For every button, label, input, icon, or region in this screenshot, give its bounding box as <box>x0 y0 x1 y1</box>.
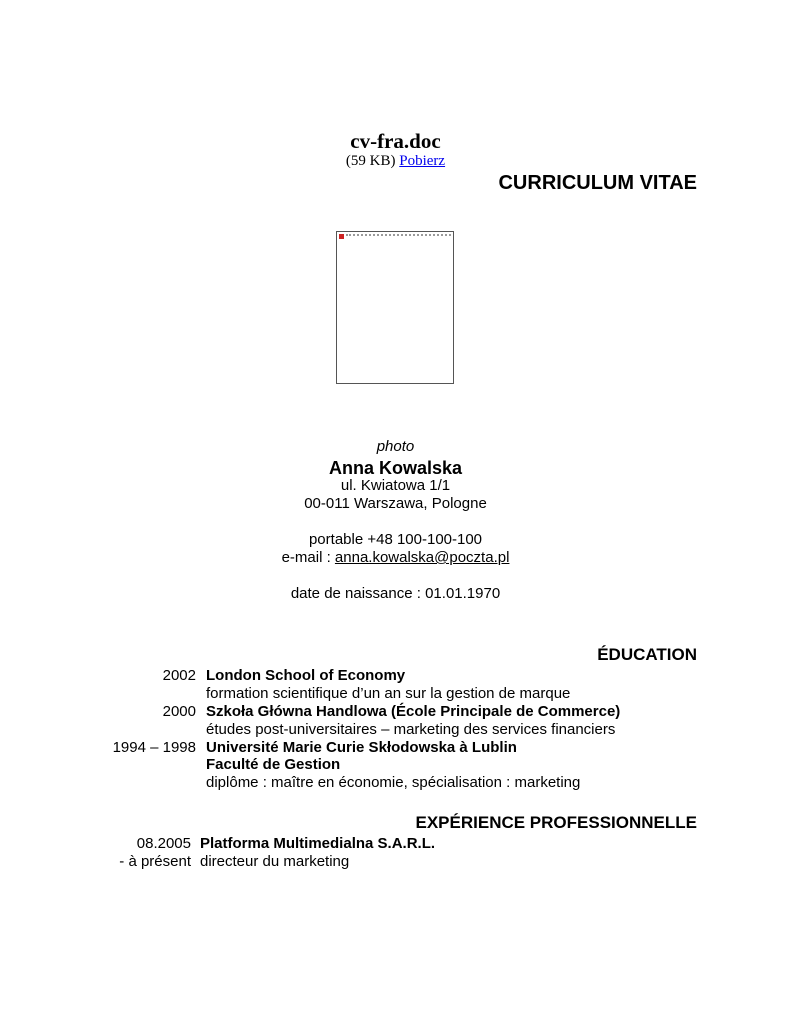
person-name: Anna Kowalska <box>328 458 463 478</box>
image-alt-text-line <box>346 234 451 238</box>
file-title: cv-fra.doc <box>350 129 441 153</box>
education-institution: Szkoła Główna Handlowa (École Principale de Commerce) <box>206 703 621 720</box>
broken-image-icon <box>339 234 344 239</box>
experience-position: directeur du marketing <box>200 853 350 870</box>
education-detail: études post-universitaires – marketing des services financiers <box>206 721 616 738</box>
experience-company: Platforma Multimedialna S.A.R.L. <box>200 835 436 852</box>
education-detail: formation scientifique d’un an sur la gestion de marque <box>206 685 571 702</box>
experience-date-end: - à présent <box>119 853 191 870</box>
email-line <box>0 549 791 567</box>
education-faculty: Faculté de Gestion <box>206 756 341 773</box>
address-line-2: 00-011 Warszawa, Pologne <box>304 495 487 512</box>
education-date: 2002 <box>162 667 196 684</box>
photo-placeholder <box>336 231 454 384</box>
education-date: 2000 <box>162 703 196 720</box>
education-heading: ÉDUCATION <box>597 645 697 664</box>
email-link[interactable]: anna.kowalska@poczta.pl <box>334 549 510 566</box>
email-label: e-mail : <box>281 549 335 566</box>
file-meta <box>0 152 791 170</box>
experience-heading: EXPÉRIENCE PROFESSIONNELLE <box>415 813 697 832</box>
file-size: (59 KB) <box>345 153 396 169</box>
birth-date: date de naissance : 01.01.1970 <box>290 585 501 602</box>
education-detail: diplôme : maître en économie, spécialisation : marketing <box>206 774 581 791</box>
download-link[interactable]: Pobierz <box>399 153 446 169</box>
cv-title: CURRICULUM VITAE <box>498 172 697 194</box>
address-line-1: ul. Kwiatowa 1/1 <box>340 477 451 494</box>
phone: portable +48 100-100-100 <box>308 531 483 548</box>
education-date: 1994 – 1998 <box>112 739 196 756</box>
photo-caption: photo <box>376 438 415 455</box>
experience-date-start: 08.2005 <box>136 835 191 852</box>
education-institution: Université Marie Curie Skłodowska à Lublin <box>206 739 517 756</box>
education-institution: London School of Economy <box>206 667 406 684</box>
